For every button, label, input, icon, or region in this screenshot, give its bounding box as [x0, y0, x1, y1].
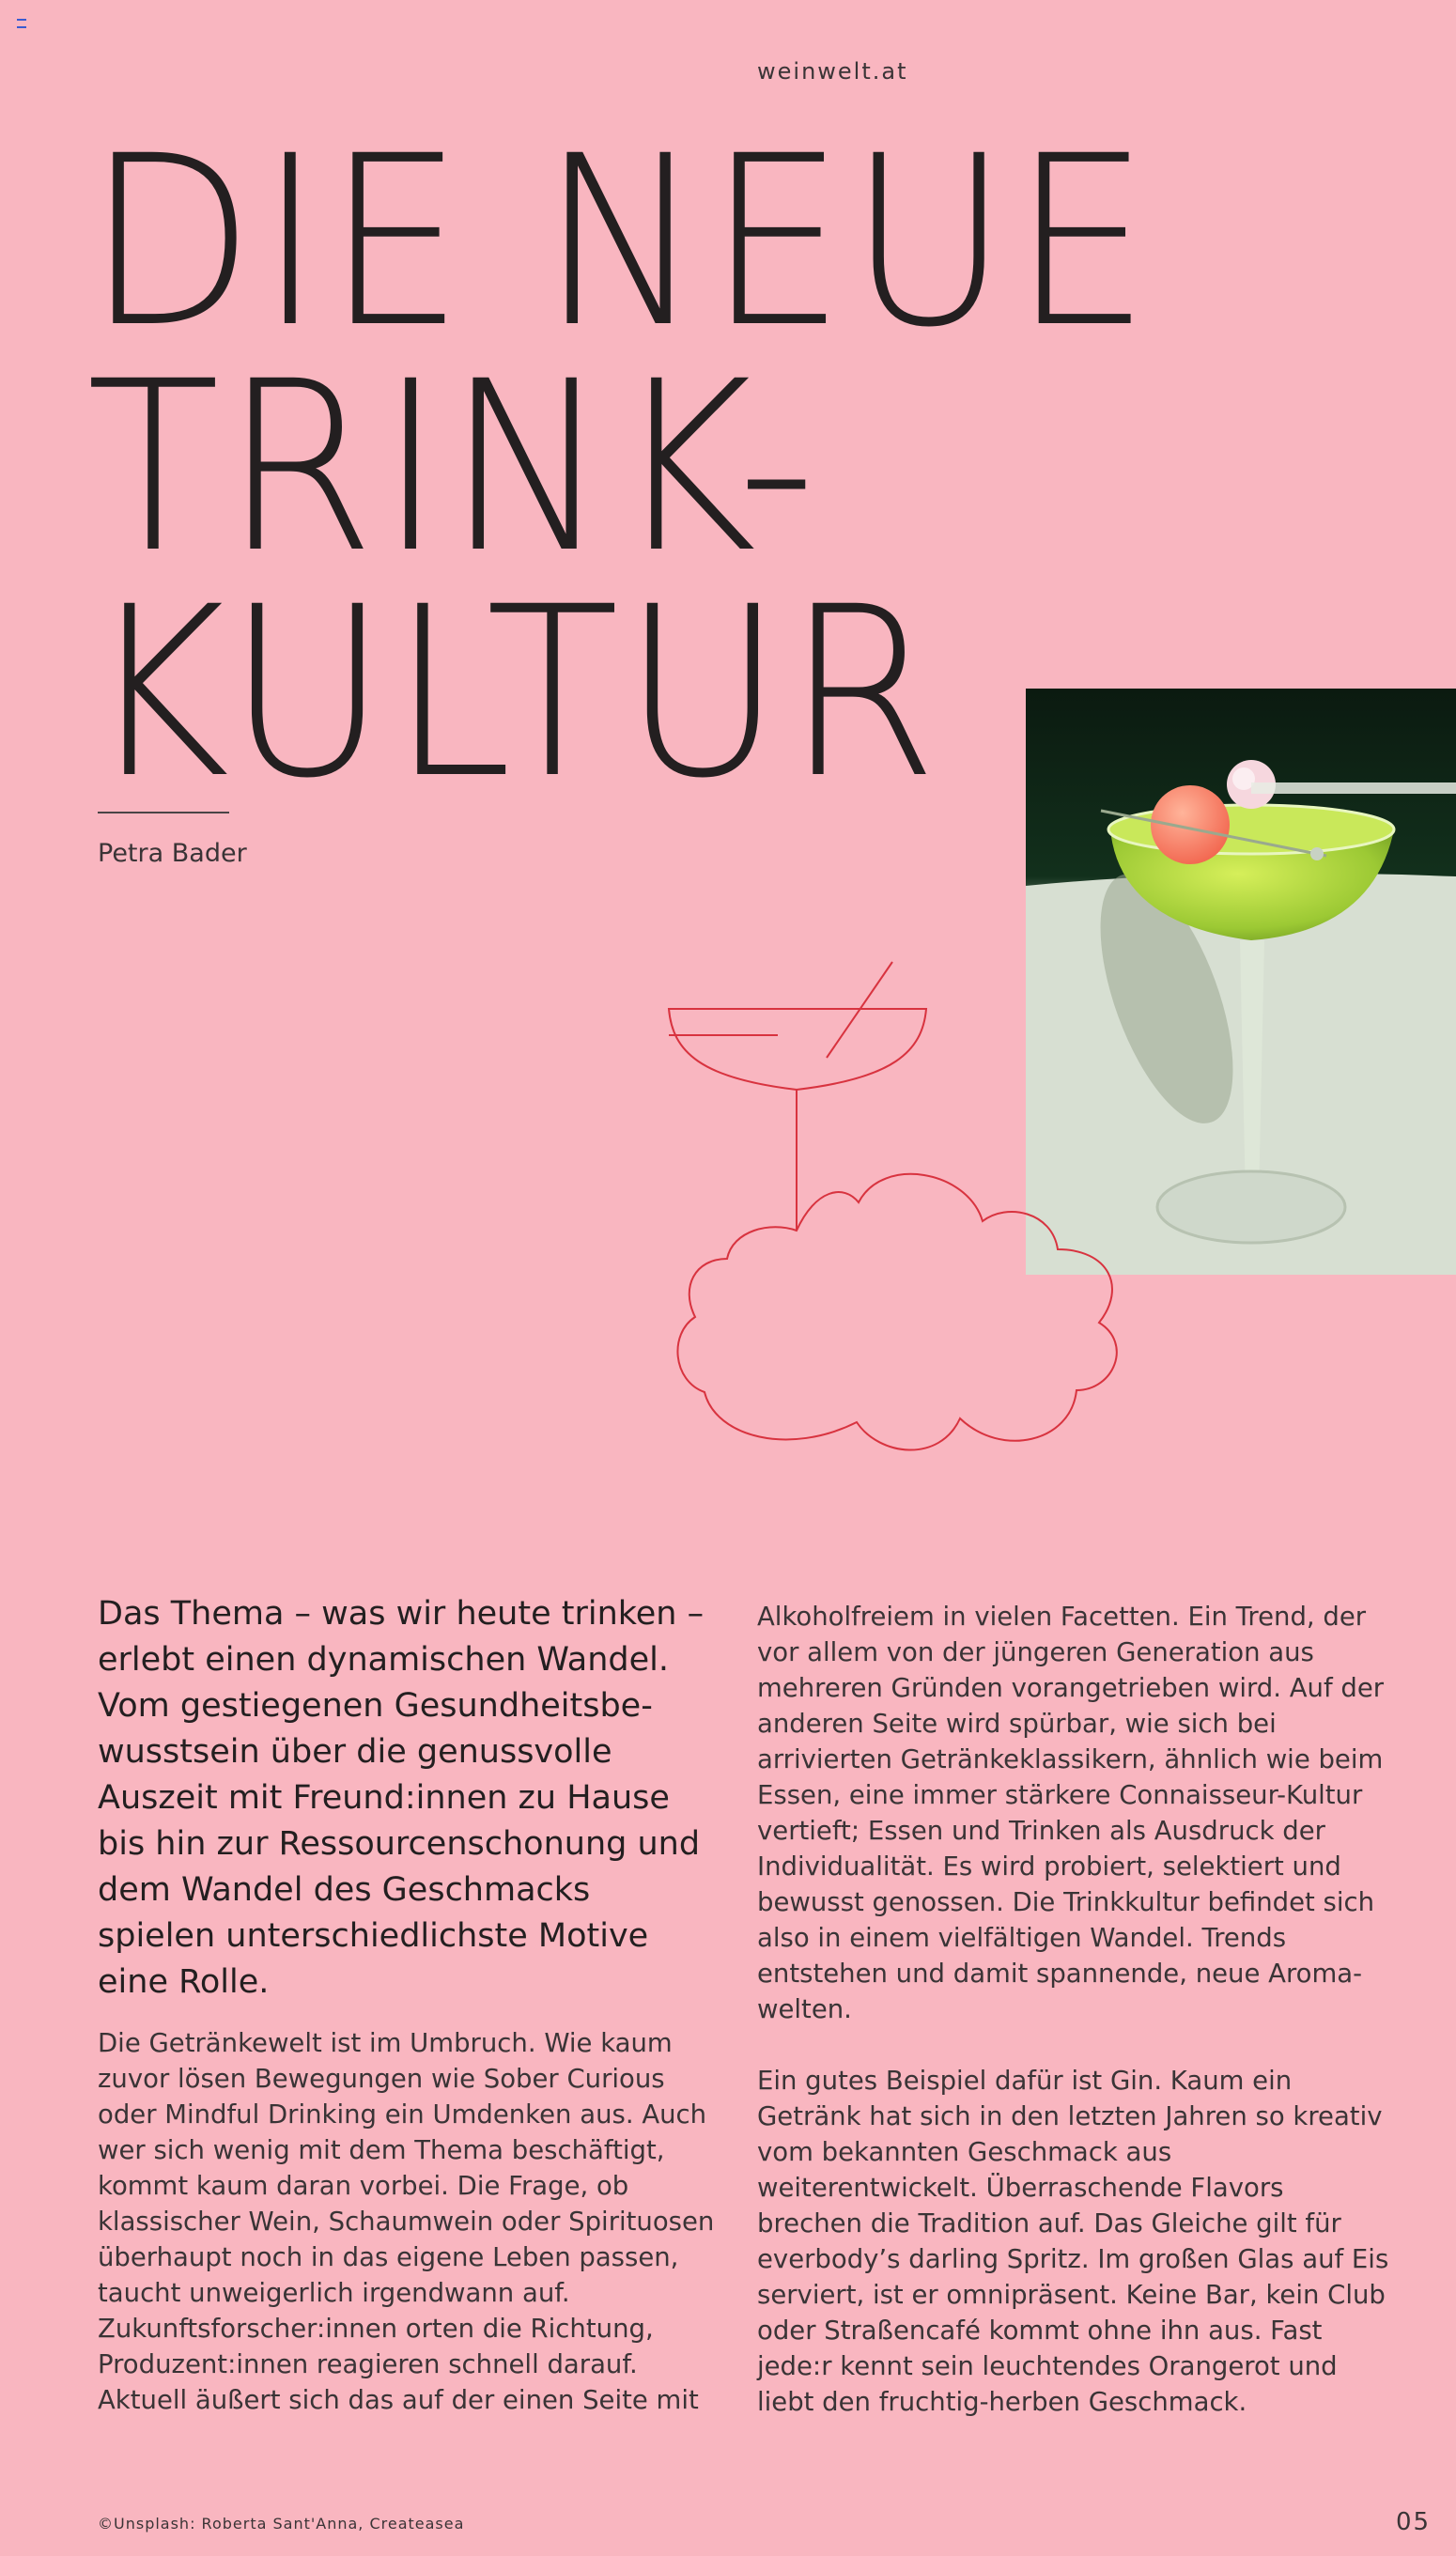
- cocktail-glass-illustration: [658, 949, 1146, 1475]
- article-column-left: [98, 2025, 718, 2418]
- article-intro: Das Thema – was wir heute trinken – erlebt einen dynamischen Wandel. Vom gestiegenen Gesundheitsbewusstsein über die genussvolle Auszeit mit Freund:innen zu Hause bis hin zur Ressourcenschonung und dem Wandel des Geschmacks spielen unterschiedlichste Motive eine Rolle.: [98, 1595, 705, 2001]
- page-number: 05: [1396, 2508, 1432, 2536]
- author-name: Petra Bader: [98, 839, 247, 868]
- headline-line: TRINK-: [86, 331, 820, 604]
- author-divider: [98, 812, 229, 813]
- headline-line: DIE NEUE: [86, 105, 1154, 379]
- site-url[interactable]: weinwelt.at: [757, 58, 908, 85]
- headline: [86, 105, 1154, 829]
- article-paragraph: Ein gutes Beispiel dafür ist Gin. Kaum ein Getränk hat sich in den letzten Jahren so kreativ vom bekannten Geschmack aus weiterentwickelt. Überraschende Flavors brechen die Tradition auf. Das Gleiche gilt für everbody’s darling Spritz. Im großen Glas auf Eis serviert, ist er omnipräsent. Keine Bar, kein Club oder Straßencafé kommt ohne ihn aus. Fast jede:r kennt sein leuchtendes Orangerot und liebt den fruchtig-herben Geschmack.: [757, 2066, 1389, 2417]
- article-paragraph: Alkoholfreiem in vielen Facetten. Ein Trend, der vor allem von der jüngeren Generation aus mehreren Gründen vorangetrieben wird. Auf der anderen Seite wird spürbar, wie sich bei arrivierten Getränkeklassikern, ähnlich wie beim Essen, eine immer stärkere Connaisseur-Kultur vertieft; Essen und Trinken als Ausdruck der Individualität. Es wird probiert, selektiert und bewusst genossen. Die Trinkkultur befindet sich also in einem vielfältigen Wandel. Trends entstehen und damit spannende, neue Aromawelten.: [757, 1602, 1385, 2024]
- menu-icon[interactable]: [17, 19, 26, 28]
- headline-line: KULTUR: [86, 556, 941, 829]
- photo-credit: ©Unsplash: Roberta Sant'Anna, Createasea: [98, 2515, 465, 2533]
- article-column-right: [757, 1599, 1396, 2420]
- article-paragraph: Die Getränkewelt ist im Umbruch. Wie kaum zuvor lösen Bewegungen wie Sober Curious oder Mindful Drinking ein Umdenken aus. Auch wer sich wenig mit dem Thema beschäftigt, kommt kaum daran vorbei. Die Frage, ob klassischer Wein, Schaumwein oder Spirituosen überhaupt noch in das eigene Leben passen, taucht unweigerlich irgendwann auf. Zukunftsforscher:innen orten die Richtung, Produzent:innen reagieren schnell darauf. Aktuell äußert sich das auf der einen Seite mit: [98, 2028, 715, 2415]
